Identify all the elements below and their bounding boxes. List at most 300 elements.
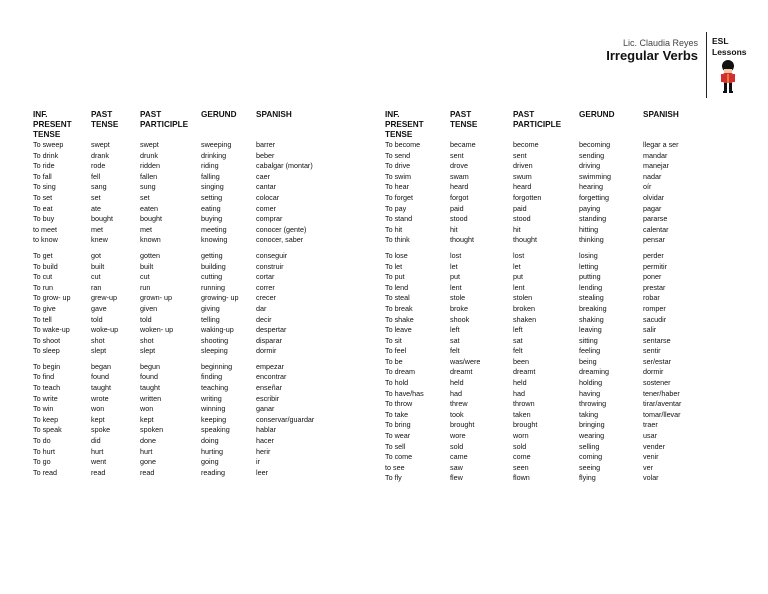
table-row (33, 336, 363, 347)
header-gerund: GERUND (579, 110, 615, 119)
cell-past-participle: dreamt (513, 367, 536, 377)
cell-gerund: sweeping (201, 140, 232, 149)
cell-gerund: running (201, 282, 225, 292)
cell-past-participle: shaken (513, 314, 537, 324)
cell-spanish: calentar (643, 224, 669, 234)
cell-infinitive: To forget (385, 192, 413, 202)
header-past-tense: PAST TENSE (450, 110, 478, 129)
royal-guard-icon (720, 60, 736, 94)
cell-past-participle: built (140, 261, 154, 271)
cell-past-participle: gotten (140, 250, 160, 260)
cell-infinitive: To break (385, 303, 413, 313)
cell-gerund: leaving (579, 325, 602, 335)
right-rows (385, 140, 715, 484)
cell-gerund: hearing (579, 182, 603, 192)
cell-infinitive: To keep (33, 414, 59, 424)
cell-spanish: ganar (256, 404, 275, 414)
cell-infinitive: To cut (33, 272, 53, 282)
table-row (385, 304, 715, 315)
cell-gerund: shooting (201, 335, 229, 345)
cell-gerund: standing (579, 214, 607, 224)
cell-spanish: robar (643, 293, 660, 303)
table-row (385, 357, 715, 368)
cell-past-tense: slept (91, 346, 107, 356)
cell-gerund: singing (201, 182, 224, 192)
cell-spanish: permitir (643, 261, 667, 271)
table-row (385, 336, 715, 347)
cell-past-participle: woken- up (140, 325, 174, 335)
cell-gerund: falling (201, 171, 220, 181)
table-row (385, 346, 715, 357)
cell-gerund: shaking (579, 314, 604, 324)
cell-past-tense: had (450, 388, 462, 398)
cell-past-participle: ridden (140, 161, 160, 171)
cell-infinitive: To be (385, 356, 403, 366)
cell-past-participle: flown (513, 473, 530, 483)
cell-past-tense: got (91, 250, 101, 260)
cell-past-participle: sold (513, 441, 527, 451)
cell-infinitive: To do (33, 436, 51, 446)
cell-past-tense: let (450, 261, 458, 271)
table-row (385, 389, 715, 400)
cell-past-participle: spoken (140, 425, 164, 435)
cell-past-tense: woke-up (91, 325, 119, 335)
table-row (385, 225, 715, 236)
cell-spanish: salir (643, 325, 657, 335)
cell-infinitive: To get (33, 250, 53, 260)
cell-infinitive: To dream (385, 367, 415, 377)
cell-past-participle: seen (513, 462, 529, 472)
cell-past-participle: forgotten (513, 192, 542, 202)
cell-infinitive: To give (33, 303, 56, 313)
cell-gerund: breaking (579, 303, 607, 313)
cell-past-participle: kept (140, 414, 154, 424)
header-spanish: SPANISH (643, 110, 679, 119)
cell-gerund: winning (201, 404, 226, 414)
cell-gerund: keeping (201, 414, 227, 424)
cell-spanish: usar (643, 431, 657, 441)
cell-gerund: cutting (201, 272, 223, 282)
cell-past-participle: drunk (140, 150, 158, 160)
cell-gerund: losing (579, 250, 598, 260)
cell-infinitive: To go (33, 457, 51, 467)
cell-past-participle: won (140, 404, 154, 414)
cell-past-participle: brought (513, 420, 538, 430)
cell-past-tense: paid (450, 203, 464, 213)
cell-infinitive: To sing (33, 182, 56, 192)
cell-infinitive: To eat (33, 203, 53, 213)
cell-past-participle: sent (513, 150, 527, 160)
cell-spanish: sentarse (643, 335, 671, 345)
cell-gerund: reading (201, 467, 225, 477)
author-name: Lic. Claudia Reyes (622, 38, 698, 48)
cell-infinitive: To steal (385, 293, 410, 303)
cell-past-tense: met (91, 224, 103, 234)
cell-spanish: olvidar (643, 192, 665, 202)
cell-past-tense: forgot (450, 192, 469, 202)
cell-spanish: sacudir (643, 314, 667, 324)
cell-infinitive: To write (33, 393, 58, 403)
table-row (385, 473, 715, 484)
cell-past-tense: went (91, 457, 107, 467)
cell-past-tense: thought (450, 235, 474, 245)
cell-gerund: speaking (201, 425, 230, 435)
cell-past-tense: flew (450, 473, 463, 483)
cell-infinitive: To hold (385, 378, 409, 388)
cell-past-tense: drove (450, 161, 468, 171)
table-row (385, 367, 715, 378)
cell-past-tense: sat (450, 335, 460, 345)
cell-gerund: hitting (579, 224, 599, 234)
cell-past-participle: grown- up (140, 293, 172, 303)
cell-spanish: oír (643, 182, 652, 192)
document-title: Irregular Verbs (606, 48, 698, 63)
cell-past-tense: built (91, 261, 105, 271)
cell-past-participle: had (513, 388, 525, 398)
cell-past-participle: cut (140, 272, 150, 282)
table-row (385, 204, 715, 215)
cell-past-tense: won (91, 404, 105, 414)
cell-spanish: ver (643, 462, 653, 472)
cell-past-tense: left (450, 325, 460, 335)
cell-past-tense: taught (91, 383, 111, 393)
table-row (385, 463, 715, 474)
cell-past-tense: swam (450, 171, 469, 181)
cell-spanish: colocar (256, 192, 280, 202)
cell-past-tense: lost (450, 250, 462, 260)
table-row (33, 182, 363, 193)
cell-gerund: sleeping (201, 346, 228, 356)
cell-gerund: letting (579, 261, 599, 271)
cell-gerund: meeting (201, 224, 227, 234)
cell-past-tense: threw (450, 399, 468, 409)
cell-infinitive: To drive (385, 161, 411, 171)
cell-spanish: romper (643, 303, 666, 313)
cell-past-tense: fell (91, 171, 101, 181)
cell-past-participle: paid (513, 203, 527, 213)
cell-gerund: forgetting (579, 192, 609, 202)
cell-infinitive: To wake-up (33, 325, 70, 335)
cell-spanish: conservar/guardar (256, 414, 315, 424)
table-row (33, 251, 363, 262)
table-row (33, 214, 363, 225)
cell-past-participle: known (140, 235, 161, 245)
cell-past-tense: hurt (91, 446, 104, 456)
table-row (33, 436, 363, 447)
cell-past-participle: swum (513, 171, 532, 181)
cell-past-tense: became (450, 140, 476, 149)
cell-spanish: volar (643, 473, 659, 483)
cell-infinitive: to see (385, 462, 405, 472)
table-row (385, 410, 715, 421)
cell-past-tense: knew (91, 235, 108, 245)
cell-spanish: empezar (256, 361, 284, 371)
cell-gerund: driving (579, 161, 601, 171)
cell-past-participle: let (513, 261, 521, 271)
cell-gerund: telling (201, 314, 220, 324)
cell-infinitive: To have/has (385, 388, 424, 398)
table-row (33, 415, 363, 426)
cell-infinitive: To send (385, 150, 411, 160)
cell-spanish: manejar (643, 161, 669, 171)
cell-infinitive: To hit (385, 224, 403, 234)
cell-past-tense: stood (450, 214, 468, 224)
cell-past-participle: taken (513, 409, 531, 419)
cell-infinitive: To sell (385, 441, 406, 451)
cell-infinitive: To shoot (33, 335, 61, 345)
cell-past-participle: told (140, 314, 152, 324)
cell-past-participle: thought (513, 235, 537, 245)
cell-past-participle: given (140, 303, 158, 313)
cell-spanish: ser/estar (643, 356, 671, 366)
cell-spanish: caer (256, 171, 270, 181)
cell-infinitive: To begin (33, 361, 61, 371)
header-past-participle: PAST PARTICIPLE (513, 110, 562, 129)
table-row (33, 372, 363, 383)
cell-infinitive: To put (385, 272, 405, 282)
cell-gerund: hurting (201, 446, 223, 456)
cell-past-participle: driven (513, 161, 533, 171)
table-row (33, 457, 363, 468)
table-row (33, 225, 363, 236)
cell-gerund: waking-up (201, 325, 234, 335)
table-row (33, 204, 363, 215)
cell-infinitive: To sweep (33, 140, 64, 149)
cell-gerund: wearing (579, 431, 605, 441)
left-rows (33, 140, 363, 478)
table-row (385, 315, 715, 326)
cell-past-tense: saw (450, 462, 463, 472)
cell-past-participle: hit (513, 224, 521, 234)
cell-past-tense: sent (450, 150, 464, 160)
cell-gerund: having (579, 388, 601, 398)
cell-spanish: sentir (643, 346, 661, 356)
cell-past-participle: been (513, 356, 529, 366)
cell-past-tense: shook (450, 314, 470, 324)
cell-spanish: cortar (256, 272, 275, 282)
cell-past-participle: stolen (513, 293, 533, 303)
table-row (33, 447, 363, 458)
cell-past-participle: thrown (513, 399, 535, 409)
cell-gerund: paying (579, 203, 601, 213)
cell-past-participle: come (513, 452, 531, 462)
table-row (33, 404, 363, 415)
table-row (385, 140, 715, 151)
cell-past-participle: lost (513, 250, 525, 260)
cell-gerund: knowing (201, 235, 228, 245)
table-row (33, 272, 363, 283)
cell-past-tense: ran (91, 282, 102, 292)
cell-spanish: barrer (256, 140, 276, 149)
cell-infinitive: To buy (33, 214, 55, 224)
table-row (33, 161, 363, 172)
cell-past-tense: shot (91, 335, 105, 345)
cell-past-tense: did (91, 436, 101, 446)
table-row (385, 193, 715, 204)
cell-spanish: tirar/aventar (643, 399, 682, 409)
cell-past-tense: lent (450, 282, 462, 292)
table-row (33, 304, 363, 315)
cell-past-tense: read (91, 467, 106, 477)
cell-infinitive: To lose (385, 250, 408, 260)
cell-past-tense: rode (91, 161, 106, 171)
cell-past-participle: gone (140, 457, 156, 467)
cell-infinitive: To think (385, 235, 410, 245)
cell-past-tense: was/were (450, 356, 481, 366)
table-row (33, 262, 363, 273)
cell-past-tense: felt (450, 346, 460, 356)
cell-past-participle: written (140, 393, 162, 403)
cell-infinitive: to meet (33, 224, 57, 234)
cell-past-tense: sang (91, 182, 107, 192)
table-row (385, 399, 715, 410)
cell-spanish: cabalgar (montar) (256, 161, 313, 171)
title-divider (706, 32, 707, 98)
cell-spanish: conocer (gente) (256, 224, 307, 234)
cell-gerund: becoming (579, 140, 611, 149)
table-row (385, 283, 715, 294)
cell-gerund: setting (201, 192, 223, 202)
cell-past-tense: found (91, 372, 109, 382)
cell-past-participle: become (513, 140, 539, 149)
cell-spanish: traer (643, 420, 658, 430)
cell-infinitive: To hurt (33, 446, 55, 456)
table-row (385, 214, 715, 225)
cell-past-tense: gave (91, 303, 107, 313)
cell-gerund: sending (579, 150, 605, 160)
cell-past-participle: met (140, 224, 152, 234)
table-row (385, 378, 715, 389)
cell-past-tense: dreamt (450, 367, 473, 377)
esl-lessons-badge: ESL Lessons (712, 36, 747, 57)
cell-spanish: comer (256, 203, 276, 213)
cell-spanish: perder (643, 250, 664, 260)
table-row (33, 151, 363, 162)
table-row (385, 151, 715, 162)
table-row (33, 394, 363, 405)
cell-spanish: mandar (643, 150, 668, 160)
header-past-participle: PAST PARTICIPLE (140, 110, 189, 129)
cell-infinitive: To lend (385, 282, 409, 292)
cell-gerund: writing (201, 393, 222, 403)
cell-gerund: throwing (579, 399, 607, 409)
cell-gerund: thinking (579, 235, 604, 245)
cell-infinitive: To fall (33, 171, 52, 181)
cell-past-participle: set (140, 192, 150, 202)
cell-past-tense: wore (450, 431, 466, 441)
cell-infinitive: To hear (385, 182, 409, 192)
cell-infinitive: To grow- up (33, 293, 71, 303)
cell-past-participle: shot (140, 335, 154, 345)
cell-spanish: ir (256, 457, 260, 467)
cell-spanish: despertar (256, 325, 287, 335)
cell-past-tense: brought (450, 420, 475, 430)
table-row (33, 425, 363, 436)
cell-infinitive: To win (33, 404, 54, 414)
table-row (385, 172, 715, 183)
cell-gerund: being (579, 356, 597, 366)
cell-past-tense: sold (450, 441, 464, 451)
cell-gerund: drinking (201, 150, 227, 160)
cell-past-tense: set (91, 192, 101, 202)
cell-infinitive: To pay (385, 203, 407, 213)
cell-past-tense: came (450, 452, 468, 462)
cell-spanish: conocer, saber (256, 235, 304, 245)
table-row (33, 315, 363, 326)
cell-spanish: prestar (643, 282, 666, 292)
header-past-tense: PAST TENSE (91, 110, 119, 129)
cell-gerund: taking (579, 409, 599, 419)
cell-spanish: escribir (256, 393, 280, 403)
table-row (33, 325, 363, 336)
cell-past-participle: stood (513, 214, 531, 224)
cell-gerund: flying (579, 473, 596, 483)
cell-gerund: eating (201, 203, 221, 213)
cell-gerund: going (201, 457, 219, 467)
cell-past-tense: took (450, 409, 464, 419)
cell-infinitive: To sit (385, 335, 402, 345)
cell-spanish: tomar/llevar (643, 409, 681, 419)
cell-infinitive: To swim (385, 171, 411, 181)
cell-infinitive: To speak (33, 425, 62, 435)
cell-past-tense: kept (91, 414, 105, 424)
cell-spanish: nadar (643, 171, 662, 181)
cell-spanish: herir (256, 446, 271, 456)
cell-past-participle: sat (513, 335, 523, 345)
cell-spanish: cantar (256, 182, 276, 192)
cell-gerund: lending (579, 282, 603, 292)
cell-spanish: dar (256, 303, 267, 313)
table-row (385, 293, 715, 304)
cell-past-tense: told (91, 314, 103, 324)
table-row (33, 193, 363, 204)
cell-past-participle: taught (140, 383, 160, 393)
cell-infinitive: To shake (385, 314, 414, 324)
cell-past-tense: put (450, 272, 460, 282)
cell-past-tense: began (91, 361, 111, 371)
cell-spanish: sostener (643, 378, 671, 388)
cell-gerund: stealing (579, 293, 604, 303)
cell-infinitive: To build (33, 261, 58, 271)
cell-infinitive: To ride (33, 161, 55, 171)
table-row (385, 420, 715, 431)
table-row (33, 383, 363, 394)
cell-infinitive: To teach (33, 383, 61, 393)
cell-past-tense: grew-up (91, 293, 117, 303)
cell-infinitive: To take (385, 409, 409, 419)
table-row (33, 293, 363, 304)
cell-past-participle: read (140, 467, 155, 477)
cell-gerund: finding (201, 372, 223, 382)
header-spanish: SPANISH (256, 110, 292, 119)
cell-gerund: swimming (579, 171, 611, 181)
cell-infinitive: To drink (33, 150, 59, 160)
table-row (33, 362, 363, 373)
table-row (385, 431, 715, 442)
cell-spanish: leer (256, 467, 268, 477)
cell-infinitive: To fly (385, 473, 402, 483)
cell-spanish: correr (256, 282, 275, 292)
cell-gerund: feeling (579, 346, 601, 356)
cell-past-participle: broken (513, 303, 535, 313)
cell-gerund: dreaming (579, 367, 609, 377)
cell-past-tense: ate (91, 203, 101, 213)
cell-gerund: riding (201, 161, 219, 171)
cell-infinitive: To find (33, 372, 55, 382)
header-gerund: GERUND (201, 110, 237, 119)
cell-spanish: hablar (256, 425, 276, 435)
cell-spanish: decir (256, 314, 272, 324)
